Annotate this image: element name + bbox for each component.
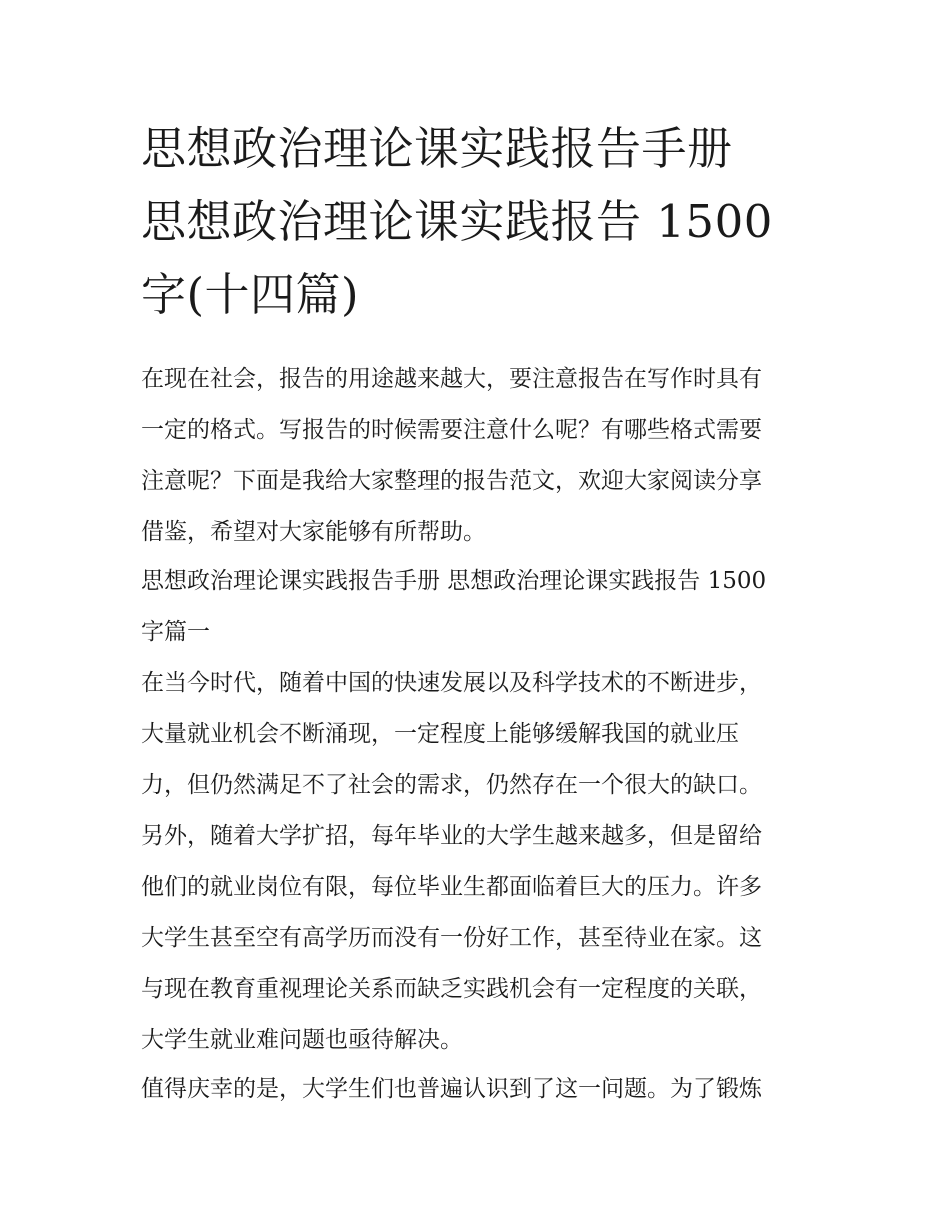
body-line-7: 与现在教育重视理论关系而缺乏实践机会有一定程度的关联， [141,976,762,1002]
closing-paragraph [141,1064,821,1115]
title-line-3: 字(十四篇) [141,268,360,321]
closing-line-1: 值得庆幸的是，大学生们也普遍认识到了这一问题。为了锻炼 [141,1076,762,1102]
intro-line-2: 一定的格式。写报告的时候需要注意什么呢？有哪些格式需要 [141,417,762,443]
intro-line-1: 在现在社会，报告的用途越来越大，要注意报告在写作时具有 [141,366,762,392]
intro-line-4: 借鉴，希望对大家能够有所帮助。 [141,519,486,545]
body-line-2: 大量就业机会不断涌现，一定程度上能够缓解我国的就业压 [141,721,739,747]
body-line-6: 大学生甚至空有高学历而没有一份好工作，甚至待业在家。这 [141,925,762,951]
body-line-5: 他们的就业岗位有限，每位毕业生都面临着巨大的压力。许多 [141,874,762,900]
title-line-1: 思想政治理论课实践报告手册 [141,122,733,175]
section-heading [141,556,821,658]
body-line-3: 力，但仍然满足不了社会的需求，仍然存在一个很大的缺口。 [141,772,762,798]
body-paragraph [141,658,821,1066]
intro-paragraph [141,354,821,558]
section-heading-line-2: 字篇一 [141,619,210,645]
section-heading-line-1: 思想政治理论课实践报告手册 思想政治理论课实践报告 1500 [141,568,767,594]
body-line-1: 在当今时代，随着中国的快速发展以及科学技术的不断进步， [141,670,762,696]
title-line-2: 思想政治理论课实践报告 1500 [141,195,773,248]
document-title [141,112,821,331]
intro-line-3: 注意呢？下面是我给大家整理的报告范文，欢迎大家阅读分享 [141,468,762,494]
body-line-8: 大学生就业难问题也亟待解决。 [141,1027,463,1053]
body-line-4: 另外，随着大学扩招，每年毕业的大学生越来越多，但是留给 [141,823,762,849]
